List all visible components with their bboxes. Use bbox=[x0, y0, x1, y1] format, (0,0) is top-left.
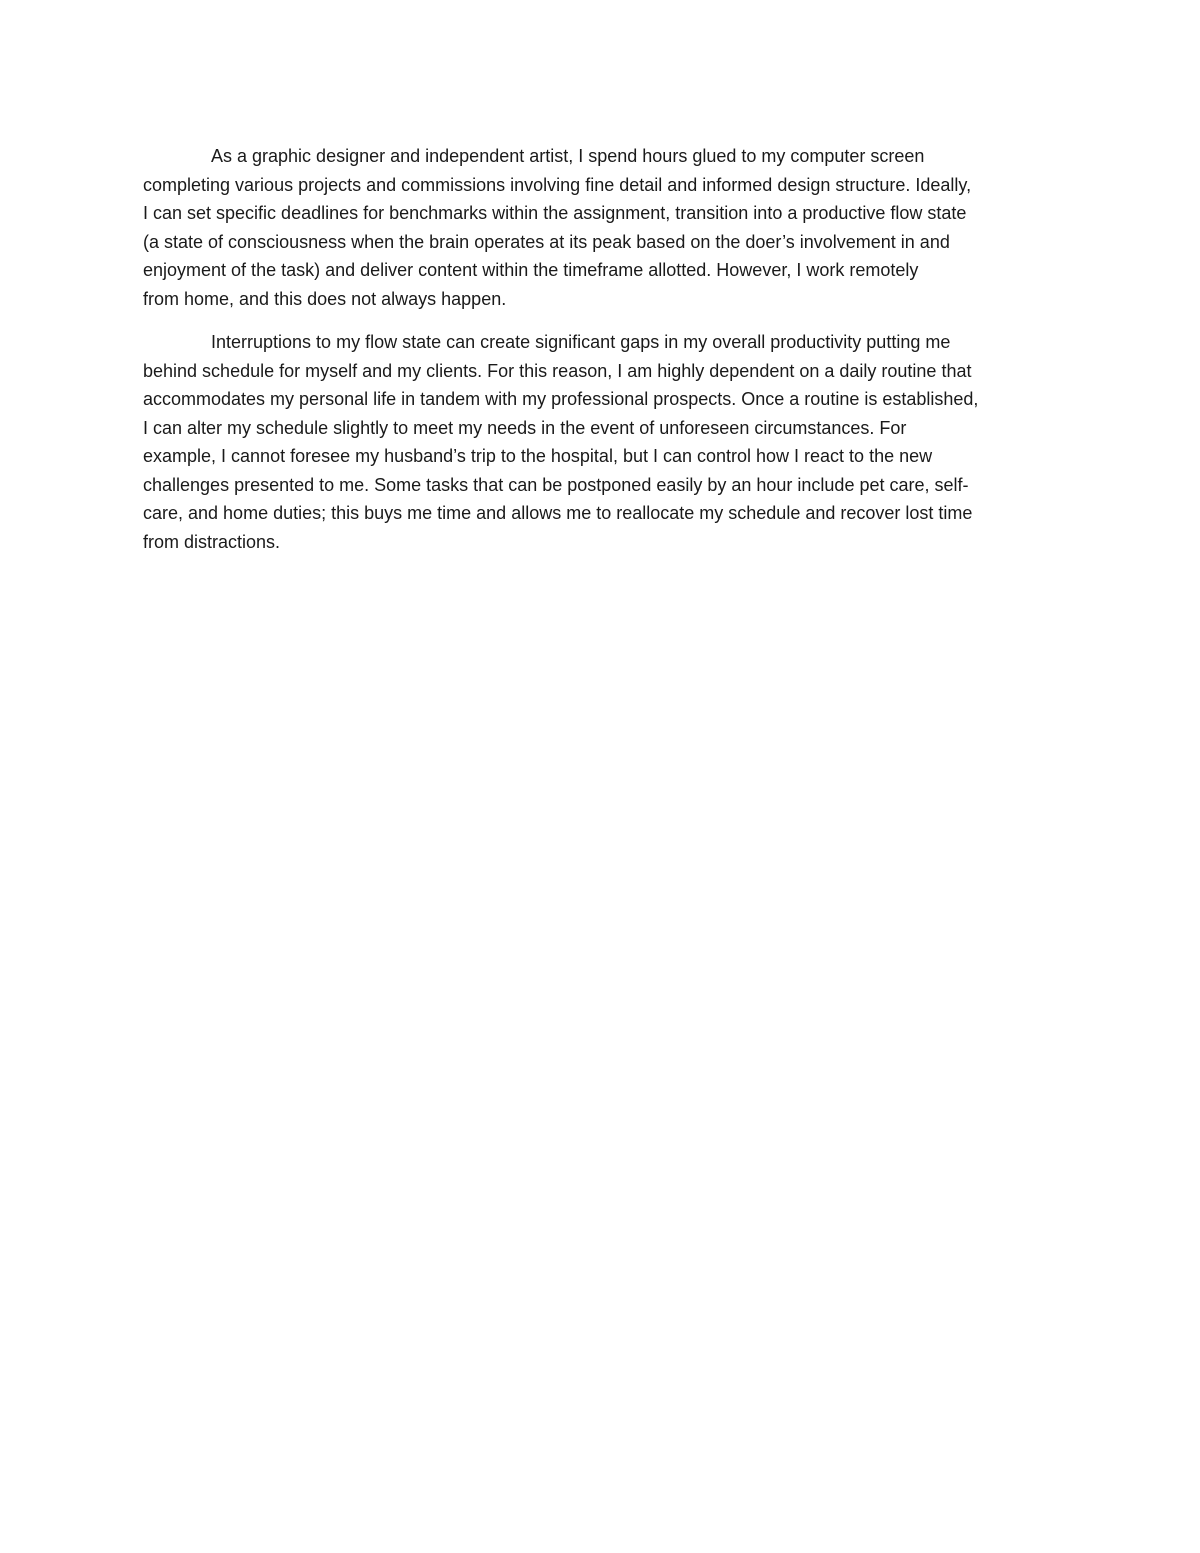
document-body bbox=[143, 142, 1060, 556]
text-line: from home, and this does not always happen. bbox=[143, 288, 507, 309]
text-line: from distractions. bbox=[143, 531, 281, 552]
text-line: Interruptions to my flow state can create significant gaps in my overall productivity putting me bbox=[211, 332, 951, 352]
paragraph-1 bbox=[143, 142, 1060, 313]
text-line: care, and home duties; this buys me time and allows me to reallocate my schedule and recover lost time bbox=[143, 503, 973, 523]
text-line: enjoyment of the task) and deliver content within the timeframe allotted. However, I work remotely bbox=[143, 260, 919, 280]
text-line: (a state of consciousness when the brain operates at its peak based on the doer’s involvement in and bbox=[143, 231, 950, 252]
text-line: I can alter my schedule slightly to meet my needs in the event of unforeseen circumstances. For bbox=[143, 417, 907, 438]
text-line: challenges presented to me. Some tasks that can be postponed easily by an hour include pet care, self- bbox=[143, 474, 969, 495]
text-line: As a graphic designer and independent artist, I spend hours glued to my computer screen bbox=[211, 146, 925, 166]
text-line: I can set specific deadlines for benchmarks within the assignment, transition into a productive flow state bbox=[143, 203, 967, 223]
text-line: example, I cannot foresee my husband’s trip to the hospital, but I can control how I react to the new bbox=[143, 446, 933, 466]
paragraph-2 bbox=[143, 328, 1060, 556]
text-line: completing various projects and commissions involving fine detail and informed design structure. Ideally, bbox=[143, 174, 972, 195]
text-line: accommodates my personal life in tandem with my professional prospects. Once a routine is established, bbox=[143, 389, 979, 409]
text-line: behind schedule for myself and my clients. For this reason, I am highly dependent on a daily routine that bbox=[143, 360, 972, 381]
